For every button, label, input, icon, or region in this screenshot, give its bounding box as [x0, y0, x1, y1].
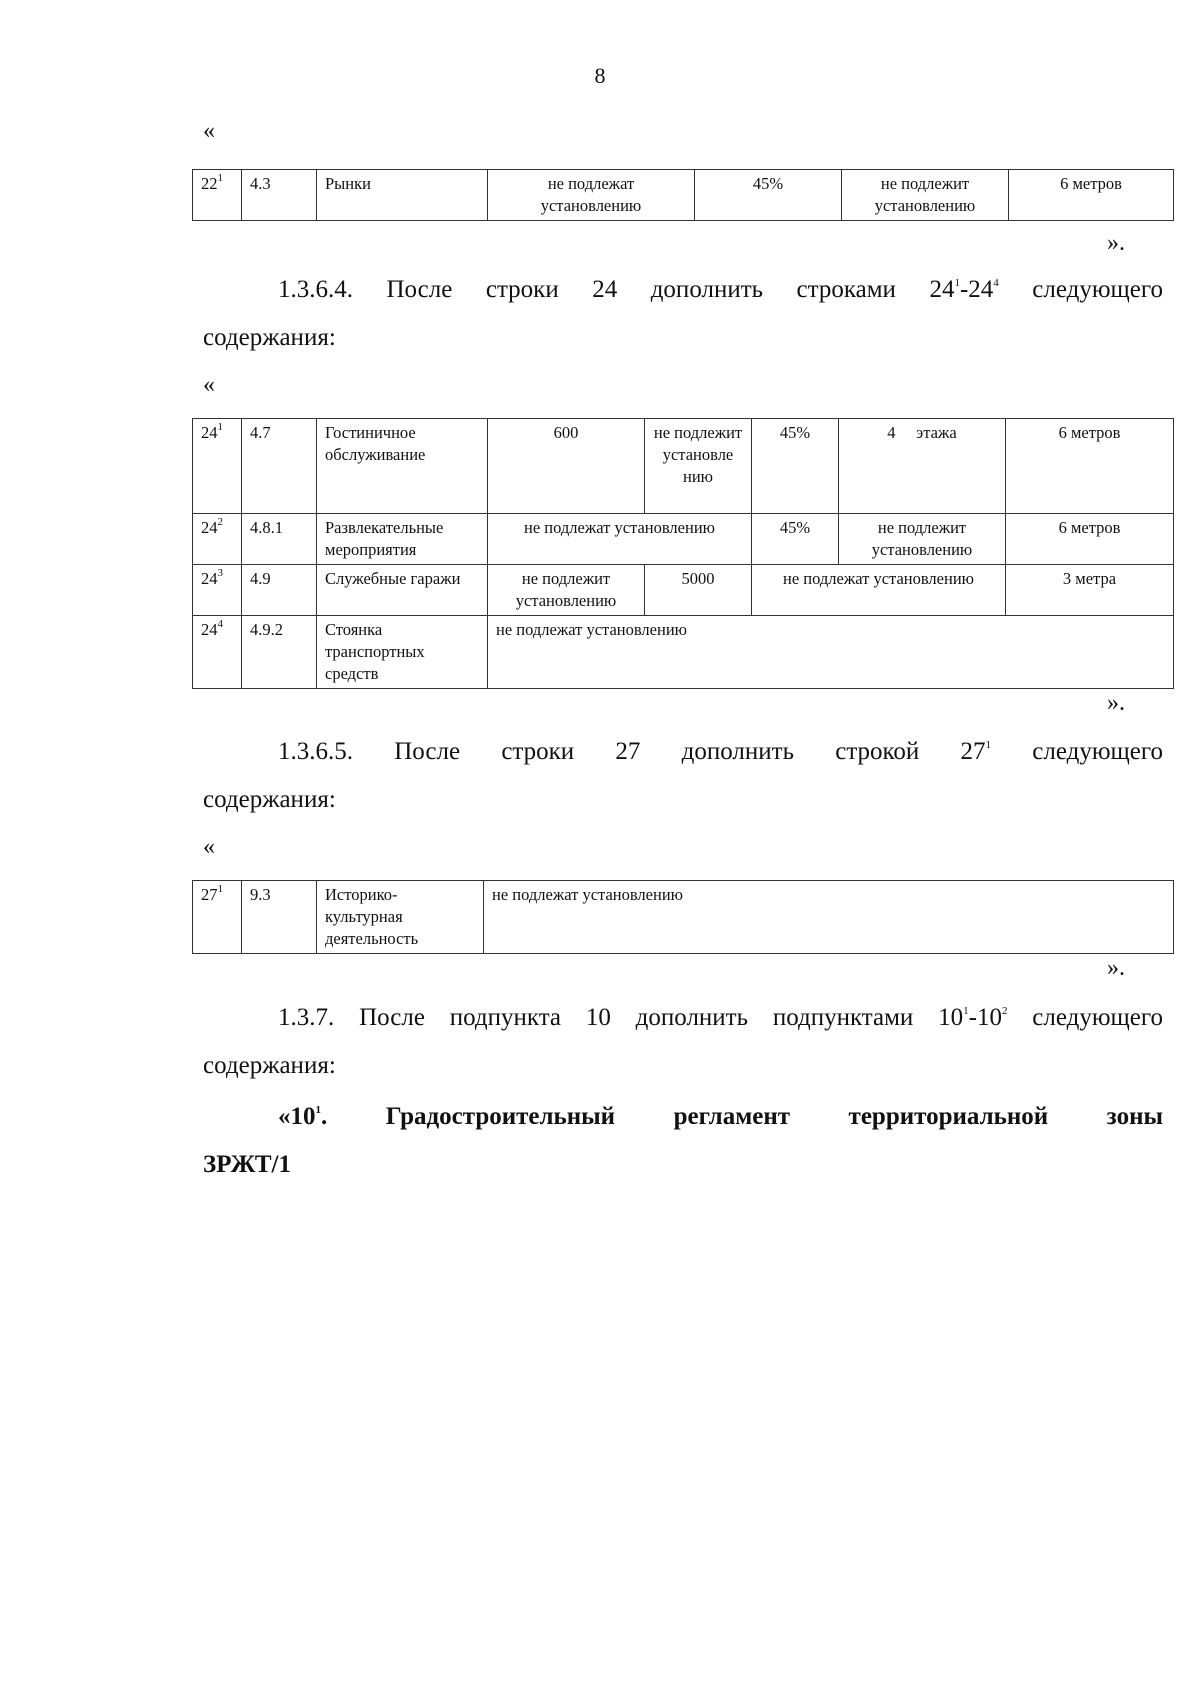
- cell: 45%: [752, 514, 839, 565]
- cell: не подлежит установлению: [839, 514, 1006, 565]
- cell: не подлежат установлению: [488, 616, 1174, 689]
- cell: 3 метра: [1006, 565, 1174, 616]
- row-number: $24^4$: [193, 616, 242, 689]
- cell: 6 метров: [1006, 419, 1174, 514]
- row-code: 4.9.2: [242, 616, 317, 689]
- cell: 4 этажа: [839, 419, 1006, 514]
- closing-quote: ».: [1107, 690, 1125, 716]
- cell: 45%: [695, 170, 842, 221]
- paragraph-1-3-6-5: 1.3.6.5. После строки 27 дополнить строкой $27^1$ следующего: [278, 738, 1163, 765]
- section-heading-10-1: «$10^1$. Градостроительный регламент территориальной зоны: [278, 1103, 1163, 1130]
- table-row: [193, 514, 1174, 565]
- cell: 5000: [645, 565, 752, 616]
- row-code: 4.7: [242, 419, 317, 514]
- cell: 45%: [752, 419, 839, 514]
- cell: не подлежит установлению: [842, 170, 1009, 221]
- row-name: Рынки: [317, 170, 488, 221]
- row-name: Развлекательные мероприятия: [317, 514, 488, 565]
- opening-quote: «: [203, 372, 215, 398]
- opening-quote: «: [203, 834, 215, 860]
- row-code: 4.9: [242, 565, 317, 616]
- table-row: [193, 881, 1174, 954]
- cell: не подлежат установлению: [488, 170, 695, 221]
- table-row: [193, 616, 1174, 689]
- table-rows-24: [192, 418, 1174, 689]
- row-name: Историко-культурная деятельность: [317, 881, 484, 954]
- page-number: 8: [594, 63, 606, 88]
- cell: не подлежат установлению: [752, 565, 1006, 616]
- row-number: $24^3$: [193, 565, 242, 616]
- row-name: Служебные гаражи: [317, 565, 488, 616]
- cell: не подлежит установле нию: [645, 419, 752, 514]
- cell: 600: [488, 419, 645, 514]
- cell: не подлежит установлению: [488, 565, 645, 616]
- cell: 6 метров: [1009, 170, 1174, 221]
- opening-quote: «: [203, 118, 215, 144]
- cell: не подлежат установлению: [484, 881, 1174, 954]
- table-row: [193, 419, 1174, 514]
- row-code: 9.3: [242, 881, 317, 954]
- cell: не подлежат установлению: [488, 514, 752, 565]
- row-name: Гостиничное обслуживание: [317, 419, 488, 514]
- table-row-27-1: [192, 880, 1174, 954]
- table-row-22-1: [192, 169, 1174, 221]
- closing-quote: ».: [1107, 230, 1125, 256]
- section-heading-continuation: ЗРЖТ/1: [203, 1151, 292, 1178]
- row-number: $24^2$: [193, 514, 242, 565]
- row-number: $27^1$: [193, 881, 242, 954]
- row-number: $22^1$: [193, 170, 242, 221]
- table-row: [193, 565, 1174, 616]
- row-code: 4.8.1: [242, 514, 317, 565]
- closing-quote: ».: [1107, 955, 1125, 981]
- paragraph-continuation: содержания:: [203, 324, 336, 351]
- paragraph-continuation: содержания:: [203, 786, 336, 813]
- row-name: Стоянка транспортных средств: [317, 616, 488, 689]
- paragraph-continuation: содержания:: [203, 1052, 336, 1079]
- paragraph-1-3-7: 1.3.7. После подпункта 10 дополнить подпунктами $10^1-10^2$ следующего: [278, 1004, 1163, 1031]
- paragraph-1-3-6-4: 1.3.6.4. После строки 24 дополнить строками $24^1-24^4$ следующего: [278, 276, 1163, 303]
- table-row: [193, 170, 1174, 221]
- cell: 6 метров: [1006, 514, 1174, 565]
- row-number: $24^1$: [193, 419, 242, 514]
- row-code: 4.3: [242, 170, 317, 221]
